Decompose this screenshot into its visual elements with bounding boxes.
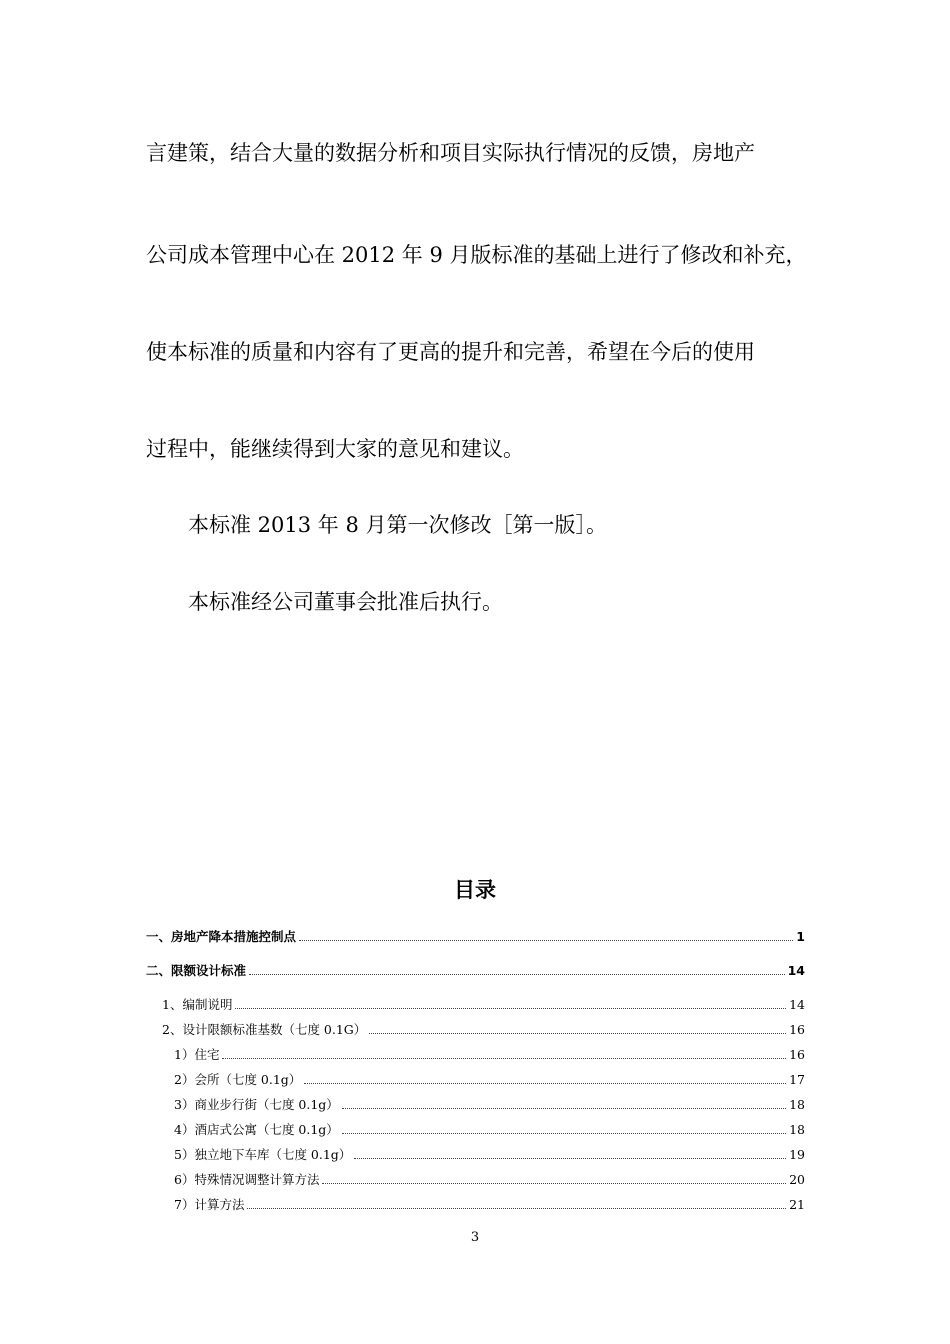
body-paragraph-line: 言建策，结合大量的数据分析和项目实际执行情况的反馈，房地产 <box>146 141 755 165</box>
toc-leader-dots <box>354 1158 786 1159</box>
toc-entry-label: 4）酒店式公寓（七度 0.1g） <box>174 1122 339 1137</box>
toc-entry-page: 16 <box>789 1047 805 1062</box>
toc-entry-label: 一、房地产降本措施控制点 <box>146 929 297 944</box>
toc-entry[interactable] <box>146 1197 805 1213</box>
approval-note: 本标准经公司董事会批准后执行。 <box>188 590 503 614</box>
toc-entry-label: 1、编制说明 <box>162 997 233 1012</box>
toc-leader-dots <box>342 1108 786 1109</box>
toc-entry-label: 2、设计限额标准基数（七度 0.1G） <box>162 1022 367 1037</box>
toc-entry-label: 二、限额设计标准 <box>146 963 247 978</box>
toc-entry-page: 21 <box>789 1197 805 1212</box>
toc-entry-page: 1 <box>796 929 805 944</box>
toc-entry-page: 14 <box>787 963 805 978</box>
toc-entry[interactable] <box>146 1097 805 1113</box>
toc-entry-page: 19 <box>789 1147 805 1162</box>
body-paragraph-line: 使本标准的质量和内容有了更高的提升和完善，希望在今后的使用 <box>146 340 755 364</box>
toc-leader-dots <box>249 974 785 975</box>
body-paragraph-line: 公司成本管理中心在 2012 年 9 月版标准的基础上进行了修改和补充， <box>146 243 807 267</box>
toc-entry[interactable] <box>146 929 805 945</box>
revision-note: 本标准 2013 年 8 月第一次修改［第一版］。 <box>188 513 608 537</box>
toc-entry-page: 18 <box>789 1122 805 1137</box>
toc-title: 目录 <box>454 878 496 902</box>
body-paragraph-line: 过程中，能继续得到大家的意见和建议。 <box>146 437 524 461</box>
toc-entry[interactable] <box>146 1172 805 1188</box>
toc-leader-dots <box>222 1058 786 1059</box>
toc-entry-page: 14 <box>789 997 805 1012</box>
toc-leader-dots <box>299 940 793 941</box>
toc-entry[interactable] <box>146 1072 805 1088</box>
toc-entry-page: 20 <box>789 1172 805 1187</box>
toc-entry-label: 2）会所（七度 0.1g） <box>174 1072 302 1087</box>
toc-entry-label: 5）独立地下车库（七度 0.1g） <box>174 1147 352 1162</box>
toc-leader-dots <box>235 1008 786 1009</box>
toc-entry-label: 1）住宅 <box>174 1047 220 1062</box>
toc-entry[interactable] <box>146 1147 805 1163</box>
page-number: 3 <box>470 1230 480 1245</box>
toc-leader-dots <box>322 1183 786 1184</box>
toc-entry[interactable] <box>146 1022 805 1038</box>
toc-leader-dots <box>247 1208 786 1209</box>
toc-entry[interactable] <box>146 1122 805 1138</box>
toc-leader-dots <box>304 1083 786 1084</box>
toc-entry[interactable] <box>146 963 805 979</box>
toc-leader-dots <box>342 1133 786 1134</box>
toc-entry-label: 7）计算方法 <box>174 1197 245 1212</box>
toc-entry[interactable] <box>146 997 805 1013</box>
toc-leader-dots <box>369 1033 786 1034</box>
toc-entry[interactable] <box>146 1047 805 1063</box>
toc-entry-label: 3）商业步行街（七度 0.1g） <box>174 1097 339 1112</box>
toc-entry-page: 17 <box>789 1072 805 1087</box>
toc-entry-label: 6）特殊情况调整计算方法 <box>174 1172 320 1187</box>
toc-entry-page: 18 <box>789 1097 805 1112</box>
toc-entry-page: 16 <box>789 1022 805 1037</box>
